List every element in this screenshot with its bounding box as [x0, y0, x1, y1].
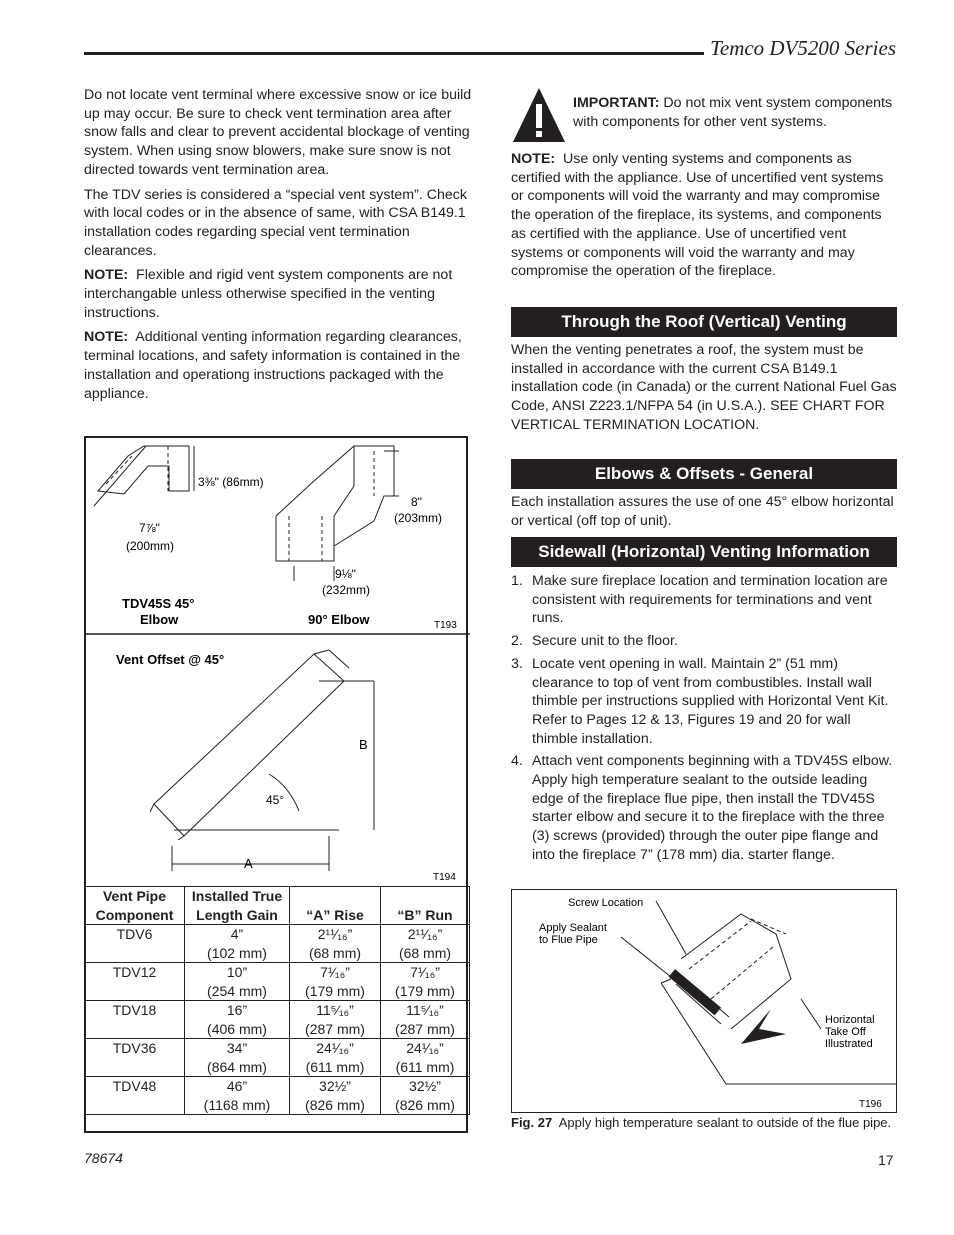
page-header-title: Temco DV5200 Series	[710, 36, 896, 60]
table-cell	[85, 1077, 185, 1115]
table-cell-value: TDV6	[116, 926, 153, 942]
table-cell	[381, 963, 470, 1001]
table-cell-value: (179 mm)	[395, 982, 455, 999]
table-cell-value: (68 mm)	[398, 944, 452, 961]
table-cell	[85, 963, 185, 1001]
table-cell-value: (611 mm)	[305, 1058, 365, 1075]
dim-label: (200mm)	[126, 539, 175, 553]
note-label: NOTE:	[511, 151, 556, 167]
table-cell-value: 2¹¹⁄₁₆”	[317, 926, 353, 942]
section-heading-sidewall: Sidewall (Horizontal) Venting Information	[511, 537, 897, 567]
table-cell-value: TDV12	[112, 964, 157, 980]
figure-label: Illustrated	[825, 1038, 873, 1050]
elbows-text: Each installation assures the use of one 45° elbow horizontal or vertical (off top of unit).	[511, 494, 894, 529]
table-row	[85, 1039, 470, 1077]
table-cell	[185, 1077, 290, 1115]
table-cell-value: 32½”	[319, 1078, 351, 1094]
table-cell	[381, 925, 470, 963]
step-text: Make sure fireplace location and termination location are consistent with requirements for terminations and vent runs.	[532, 573, 888, 627]
table-row	[85, 1077, 470, 1115]
dim-label: 7⅞"	[139, 521, 160, 535]
step-number: 1.	[511, 573, 523, 589]
figure-code: T193	[434, 620, 457, 631]
table-cell-value: 10”	[226, 964, 248, 980]
step-number: 3.	[511, 655, 523, 672]
figure-27-drawing	[511, 889, 897, 1113]
dim-label: 3⅜" (86mm)	[198, 475, 264, 489]
table-cell-value: (826 mm)	[395, 1096, 455, 1113]
table-cell-value: 11⁵⁄₁₆”	[316, 1002, 354, 1018]
table-cell-value: 46”	[226, 1078, 248, 1094]
table-cell-value: (611 mm)	[395, 1058, 455, 1075]
figure-code: T196	[859, 1099, 882, 1110]
table-cell	[290, 925, 381, 963]
table-row	[85, 963, 470, 1001]
figure-code: T194	[433, 872, 456, 883]
figure-label: to Flue Pipe	[539, 934, 598, 946]
vent-offset-table	[84, 886, 470, 1115]
figure-label: Take Off	[825, 1026, 866, 1038]
table-cell-value: (1168 mm)	[203, 1096, 271, 1113]
table-cell-value: (68 mm)	[308, 944, 362, 961]
table-cell	[185, 925, 290, 963]
note-label: NOTE:	[84, 329, 129, 346]
table-cell	[185, 1039, 290, 1077]
note-text: Flexible and rigid vent system components are not interchangable unless otherwise specified in the venting instructions.	[84, 267, 453, 321]
table-row	[85, 1001, 470, 1039]
caption-label: Fig. 27	[511, 1115, 553, 1130]
table-cell-value: 4”	[230, 926, 244, 942]
step-text: Attach vent components beginning with a TDV45S elbow. Apply high temperature sealant to the outside leading edge of the fireplace flue pipe, then install the TDV45S starter elbow and secure it to the fireplace with the three (3) screws (provided) through the outer pipe flange and into the fireplace 7” (178 mm) dia. starter flange.	[532, 753, 893, 863]
table-cell-value: (179 mm)	[305, 982, 365, 999]
figure-label: Apply Sealant	[539, 922, 607, 934]
header-rule	[84, 52, 704, 55]
table-cell	[381, 1039, 470, 1077]
table-cell	[290, 1001, 381, 1039]
table-cell	[381, 1077, 470, 1115]
table-cell-value: TDV48	[112, 1078, 157, 1094]
figure-27-caption	[511, 1114, 899, 1131]
table-cell-value: (826 mm)	[305, 1096, 365, 1113]
table-cell	[85, 1001, 185, 1039]
table-header-row	[85, 887, 470, 925]
figure-label: Horizontal	[825, 1014, 875, 1026]
elbow-45-label: Elbow	[140, 612, 179, 627]
table-cell	[185, 963, 290, 1001]
table-cell-value: 34”	[226, 1040, 248, 1056]
table-row	[85, 925, 470, 963]
table-header: Installed True Length Gain	[185, 887, 290, 925]
step-text: Locate vent opening in wall. Maintain 2” (51 mm) clearance to top of vent from combustibles. Install wall thimble per instructions supplied with Horizontal Vent Kit. Refer to Pages 12 & 13, Figures 19 and 20 for wall thimble installation.	[532, 655, 889, 747]
step-item	[511, 572, 899, 628]
table-cell-value: TDV36	[112, 1040, 157, 1056]
table-cell-value: 7¹⁄₁₆”	[410, 964, 440, 980]
table-cell-value: (287 mm)	[305, 1020, 365, 1037]
important-notice	[573, 94, 899, 131]
note-text: Additional venting information regarding clearances, terminal locations, and safety information is contained in the installation and operationg instructions packaged with the appliance.	[84, 329, 462, 402]
paragraph-snow: Do not locate vent terminal where excessive snow or ice build up may occur. Be sure to check vent termination area after snow falls and clear to prevent accidental blockage of venting system. When using snow blowers, make sure snow is not directed towards vent termination area.	[84, 87, 472, 178]
table-cell-value: TDV18	[112, 1002, 157, 1018]
table-cell-value: 7¹⁄₁₆”	[320, 964, 350, 980]
step-number: 2.	[511, 633, 523, 650]
caption-text: Apply high temperature sealant to outside of the flue pipe.	[558, 1115, 892, 1130]
note-certified	[511, 150, 899, 281]
table-cell	[290, 1077, 381, 1115]
offset-title: Vent Offset @ 45°	[116, 652, 225, 667]
important-label: IMPORTANT:	[573, 95, 660, 111]
table-cell-value: 24¹⁄₁₆”	[406, 1040, 444, 1056]
left-column	[84, 86, 472, 409]
angle-label: 45°	[266, 793, 285, 807]
dim-label: (203mm)	[394, 511, 443, 525]
figure-label: Screw Location	[568, 897, 644, 909]
dim-label-a: A	[244, 856, 253, 871]
table-cell-value: 16”	[226, 1002, 248, 1018]
vertical-venting-text: When the venting penetrates a roof, the system must be installed in accordance with the current CSA B149.1 installation code (in Canada) or the current National Fuel Gas Code, ANSI Z223.1/NFPA 54 (in U.S.A.). SEE CHART FOR VERTICAL TERMINATION LOCATION.	[511, 342, 897, 433]
important-text: Do not mix vent system components with components for other vent systems.	[573, 95, 893, 130]
table-cell-value: (287 mm)	[395, 1020, 455, 1037]
step-item	[511, 632, 899, 651]
table-cell	[185, 1001, 290, 1039]
page-number: 17	[878, 1152, 894, 1168]
table-cell	[85, 925, 185, 963]
table-cell-value: 32½”	[409, 1078, 441, 1094]
table-cell-value: 11⁵⁄₁₆”	[406, 1002, 444, 1018]
step-number: 4.	[511, 753, 523, 770]
note-additional	[84, 328, 472, 403]
note-text: Use only venting systems and components as certified with the appliance. Use of uncertified vent systems or components will void the warranty and may compromise the operation of the fireplace, its systems, and components as certified with the appliance. Use of uncertified vent systems or components will void the warranty and may compromise the operation of the fireplace.	[511, 151, 884, 280]
dim-label: 8"	[411, 495, 422, 509]
warning-icon	[511, 86, 567, 149]
table-cell-value: (102 mm)	[207, 944, 267, 961]
table-cell	[290, 1039, 381, 1077]
table-cell	[290, 963, 381, 1001]
elbow-90-label: 90° Elbow	[308, 612, 370, 627]
step-item	[511, 752, 899, 864]
table-cell-value: (864 mm)	[207, 1058, 267, 1075]
section-heading-elbows: Elbows & Offsets - General	[511, 459, 897, 489]
document-number: 78674	[84, 1150, 123, 1166]
elbow-diagram	[84, 436, 470, 886]
table-cell	[381, 1001, 470, 1039]
table-header: Vent Pipe Component	[85, 887, 185, 925]
sidewall-steps	[511, 572, 899, 869]
table-cell-value: (254 mm)	[207, 982, 267, 999]
table-cell	[85, 1039, 185, 1077]
table-cell-value: 2¹¹⁄₁₆”	[407, 926, 443, 942]
table-cell-value: 24¹⁄₁₆”	[316, 1040, 354, 1056]
step-text: Secure unit to the floor.	[532, 633, 678, 650]
table-header: “A” Rise	[290, 887, 381, 925]
table-header: “B” Run	[381, 887, 470, 925]
table-cell-value: (406 mm)	[207, 1020, 267, 1037]
dim-label: 9⅛"	[335, 567, 356, 581]
dim-label-b: B	[359, 737, 368, 752]
note-label: NOTE:	[84, 267, 129, 284]
paragraph-special-vent: The TDV series is considered a “special vent system”. Check with local codes or in the absence of same, with CSA B149.1 installation codes regarding special vent termination clearances.	[84, 186, 467, 259]
note-flexible	[84, 266, 472, 322]
step-item	[511, 655, 899, 749]
section-heading-vertical: Through the Roof (Vertical) Venting	[511, 307, 897, 337]
elbow-45-label: TDV45S 45°	[122, 596, 195, 611]
dim-label: (232mm)	[322, 583, 371, 597]
